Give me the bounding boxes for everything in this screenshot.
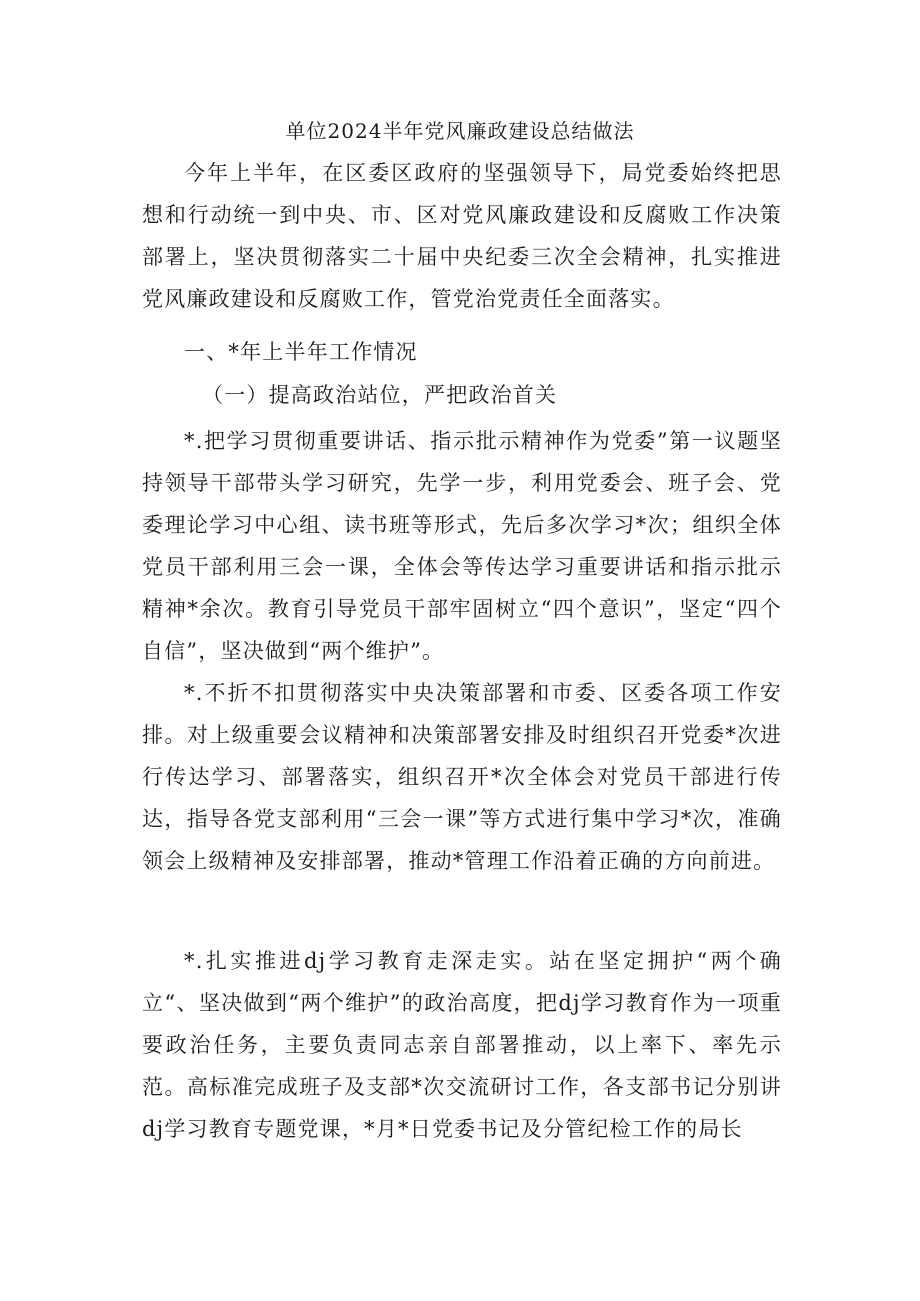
body-paragraph-1: *.把学习贯彻重要讲话、指示批示精神作为党委”第一议题坚持领导干部带头学习研究，先学一步，利用党委会、班子会、党委理论学习中心组、读书班等形式，先后多次学习*次；组织全体党员干部利用三会一课，全体会等传达学习重要讲话和指示批示精神*余次。教育引导党员干部牢固树立“四个意识”，坚定“四个自信”，坚决做到“两个维护”。 xyxy=(142,429,782,663)
intro-paragraph: 今年上半年，在区委区政府的坚强领导下，局党委始终把思想和行动统一到中央、市、区对党风廉政建设和反腐败工作决策部署上，坚决贯彻落实二十届中央纪委三次全会精神，扎实推进党风廉政建设和反腐败工作，管党治党责任全面落实。 xyxy=(142,161,782,311)
body-paragraph-3: *.扎实推进dj学习教育走深走实。站在坚定拥护“两个确立“、坚决做到“两个维护”的政治高度，把dj学习教育作为一项重要政治任务，主要负责同志亲自部署推动，以上率下、率先示范。高标准完成班子及支部*次交流研讨工作，各支部书记分别讲dj学习教育专题党课，*月*日党委书记及分管纪检工作的局长 xyxy=(142,949,782,1141)
document-title: 单位2024半年党风廉政建设总结做法 xyxy=(285,119,635,143)
section-heading: 一、*年上半年工作情况 xyxy=(184,340,418,364)
body-paragraph-2: *.不折不扣贯彻落实中央决策部署和市委、区委各项工作安排。对上级重要会议精神和决策部署安排及时组织召开党委*次进行传达学习、部署落实，组织召开*次全体会对党员干部进行传达，指导各党支部利用“三会一课”等方式进行集中学习*次，准确领会上级精神及安排部署，推动*管理工作沿着正确的方向前进。 xyxy=(142,681,782,873)
subsection-heading: （一）提高政治站位，严把政治首关 xyxy=(202,383,558,407)
